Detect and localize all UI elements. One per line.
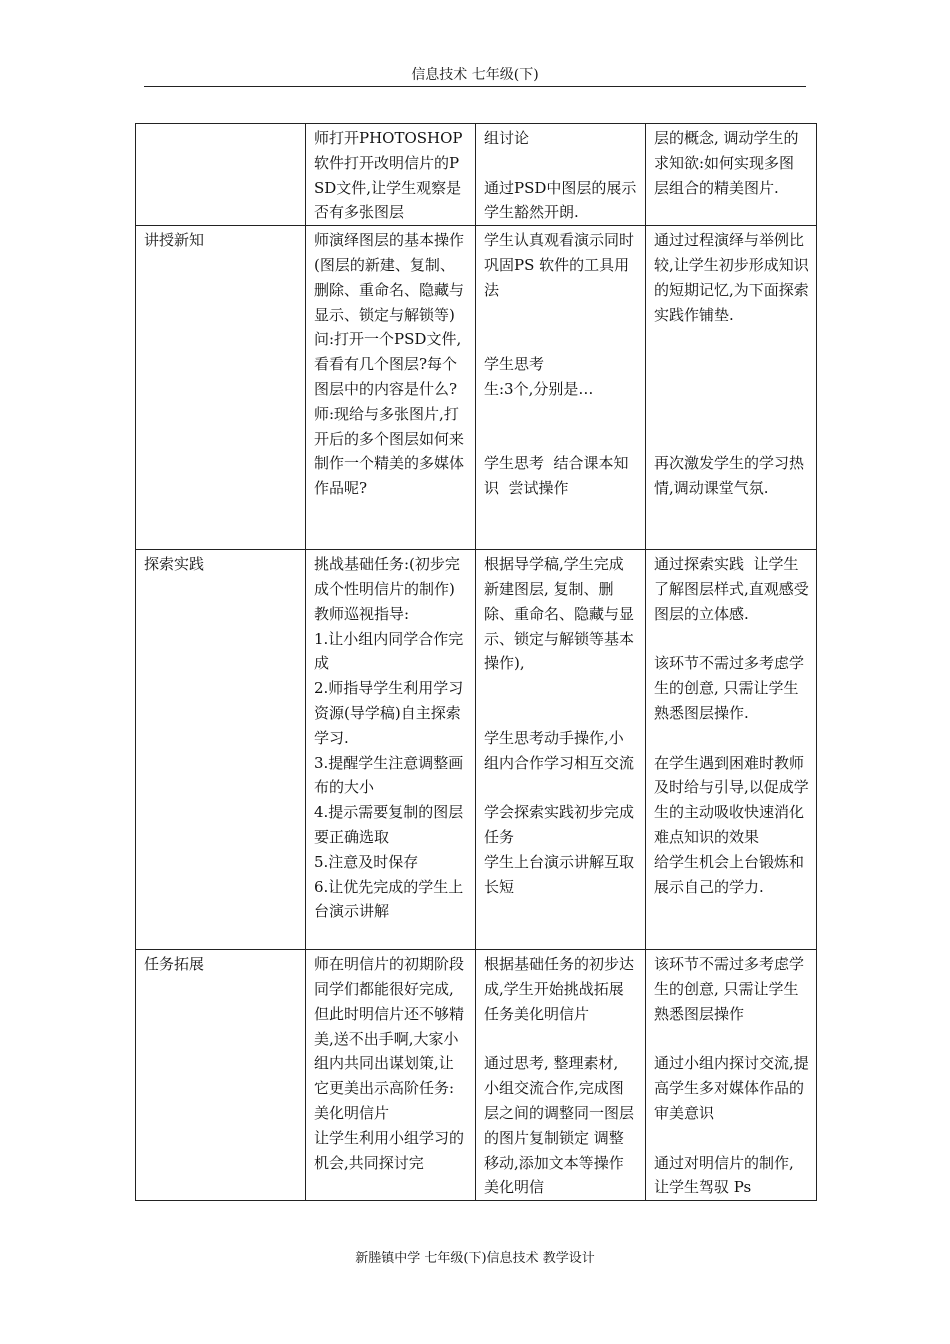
intent-paragraph: 再次激发学生的学习热情,调动课堂气氛. (654, 454, 805, 498)
intent-paragraph (654, 327, 809, 352)
table-body (136, 124, 817, 1201)
student-paragraph: 学生思考动手操作,小组内合作学习相互交流 (484, 728, 635, 772)
intent-paragraph (654, 1027, 809, 1052)
teacher-paragraph: 4.提示需要复制的图层要正确选取 (314, 803, 464, 846)
intent-paragraph (654, 427, 809, 452)
student-paragraph: 学会探索实践初步完成任务 (484, 803, 635, 846)
teacher-activity-cell (306, 226, 476, 550)
student-paragraph (484, 327, 638, 352)
student-paragraph (484, 676, 638, 701)
table-row (136, 950, 817, 1201)
design-intent-cell (646, 950, 817, 1201)
stage-cell (136, 550, 306, 950)
intent-paragraph: 该环节不需过多考虑学生的创意, 只需让学生熟悉图层操作. (654, 654, 805, 722)
student-paragraph (484, 1027, 638, 1052)
page-footer: 新塍镇中学 七年级(下)信息技术 教学设计 (355, 1251, 595, 1266)
teacher-paragraph: 3.提醒学生注意调整画布的大小 (314, 753, 464, 797)
teacher-activity-cell (306, 124, 476, 226)
student-paragraph (484, 303, 638, 328)
intent-paragraph (654, 377, 809, 402)
teacher-paragraph: 师在明信片的初期阶段同学们都能很好完成,但此时明信片还不够精美,送不出手啊,大家小组内共同出谋划策,让它更美出示高阶任务:美化明信片 (314, 955, 465, 1122)
teacher-paragraph: 教师巡视指导: (314, 604, 410, 623)
student-paragraph: 组讨论 (484, 129, 530, 147)
student-paragraph: 学生思考 结合课本知识 尝试操作 (484, 454, 629, 498)
intent-paragraph (654, 726, 809, 751)
student-paragraph: 通过思考, 整理素材, 小组交流合作,完成图层之间的调整同一图层的图片复制锁定 调整移动,添加文本等操作美化明信 (484, 1054, 635, 1197)
teacher-paragraph: 挑战基础任务:(初步完成个性明信片的制作) (314, 555, 460, 598)
intent-paragraph: 通过探索实践 让学生了解图层样式,直观感受图层的立体感. (654, 555, 809, 623)
student-activity-cell (476, 550, 646, 950)
design-intent-cell (646, 124, 817, 226)
intent-paragraph: 在学生遇到困难时教师及时给与引导,以促成学生的主动吸收快速消化难点知识的效果 (654, 753, 809, 846)
student-paragraph: 根据导学稿,学生完成新建图层, 复制、删除、重命名、隐藏与显示、锁定与解锁等基本操作), (484, 555, 635, 673)
intent-paragraph (654, 352, 809, 377)
table-row (136, 124, 817, 226)
stage-cell (136, 226, 306, 550)
student-paragraph: 学生思考 (484, 355, 545, 374)
stage-label: 讲授新知 (144, 231, 205, 250)
intent-paragraph: 通过对明信片的制作, 让学生驾驭 Ps (654, 1153, 799, 1197)
intent-paragraph: 层的概念, 调动学生的求知欲:如何实现多图层组合的精美图片. (654, 129, 799, 197)
stage-label: 探索实践 (144, 555, 205, 574)
teacher-activity-cell (306, 550, 476, 950)
student-activity-cell (476, 124, 646, 226)
table-row (136, 226, 817, 550)
student-paragraph: 通过PSD中图层的展示学生豁然开朗. (484, 178, 637, 222)
header-divider (144, 86, 806, 87)
lesson-plan-table (135, 123, 817, 1201)
intent-paragraph: 该环节不需过多考虑学生的创意, 只需让学生熟悉图层操作 (654, 955, 805, 1023)
teacher-paragraph: 师演绎图层的基本操作(图层的新建、复制、删除、重命名、隐藏与显示、锁定与解锁等) (314, 231, 465, 324)
design-intent-cell (646, 550, 817, 950)
student-paragraph (484, 402, 638, 427)
table-row (136, 550, 817, 950)
teacher-paragraph: 问:打开一个PSD文件,看看有几个图层?每个图层中的内容是什么? (314, 330, 462, 398)
teacher-paragraph: 让学生利用小组学习的机会,共同探讨完 (314, 1128, 465, 1172)
stage-cell (136, 950, 306, 1201)
intent-paragraph (654, 627, 809, 652)
student-paragraph: 根据基础任务的初步达成,学生开始挑战拓展任务美化明信片 (484, 955, 635, 1023)
student-activity-cell (476, 950, 646, 1201)
teacher-activity-cell (306, 950, 476, 1201)
teacher-paragraph: 1.让小组内同学合作完成 (314, 629, 464, 673)
teacher-paragraph: 师打开PHOTOSHOP软件打开改明信片的PSD文件,让学生观察是否有多张图层 (314, 129, 463, 222)
intent-paragraph: 通过小组内探讨交流,提高学生多对媒体作品的审美意识 (654, 1054, 809, 1122)
student-paragraph (484, 427, 638, 452)
student-paragraph: 生:3个,分别是… (484, 379, 594, 398)
page-header: 信息技术 七年级(下) (411, 67, 539, 83)
stage-cell (136, 124, 306, 226)
intent-paragraph (654, 1126, 809, 1151)
teacher-paragraph: 6.让优先完成的学生上台演示讲解 (314, 877, 464, 921)
student-paragraph: 学生认真观看演示同时巩固PS 软件的工具用法 (484, 231, 635, 299)
intent-paragraph (654, 402, 809, 427)
teacher-paragraph: 2.师指导学生利用学习资源(导学稿)自主探索学习. (314, 679, 464, 747)
intent-paragraph: 通过过程演绎与举例比较,让学生初步形成知识的短期记忆,为下面探索实践作铺垫. (654, 231, 809, 324)
stage-label: 任务拓展 (144, 955, 205, 974)
teacher-paragraph: 5.注意及时保存 (314, 852, 419, 871)
teacher-paragraph: 师:现给与多张图片,打开后的多个图层如何来制作一个精美的多媒体作品呢? (314, 404, 465, 498)
intent-paragraph: 给学生机会上台锻炼和展示自己的学力. (654, 852, 805, 896)
student-activity-cell (476, 226, 646, 550)
design-intent-cell (646, 226, 817, 550)
student-paragraph (484, 775, 638, 800)
student-paragraph (484, 151, 638, 176)
student-paragraph (484, 701, 638, 726)
student-paragraph: 学生上台演示讲解互取长短 (484, 852, 635, 896)
